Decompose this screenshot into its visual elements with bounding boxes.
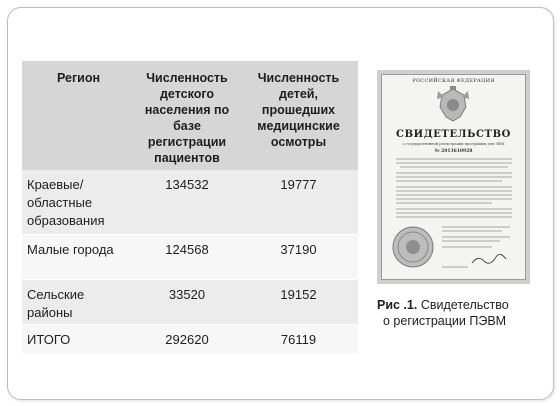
cell-region: Малые города — [22, 234, 135, 279]
official-seal-icon — [391, 225, 435, 269]
table-header-row — [22, 61, 358, 170]
cell-region: Краевые/ областные образования — [22, 170, 135, 234]
table-total-row — [22, 324, 358, 354]
cell-region: ИТОГО — [22, 324, 135, 354]
caption-text-1: Свидетельство — [420, 298, 509, 312]
header-region: Регион — [22, 61, 135, 170]
certificate-document — [381, 74, 526, 280]
cell-total: 124568 — [135, 234, 239, 279]
header-total-children: Численность детского населения по базе регистрации пациентов — [135, 61, 239, 170]
caption-line-1 — [377, 297, 547, 313]
certificate-country: РОССИЙСКАЯ ФЕДЕРАЦИЯ — [412, 78, 495, 84]
caption-label: Рис .1. — [377, 298, 418, 312]
table-row — [22, 170, 358, 234]
signature-scribble — [472, 254, 506, 263]
cell-examined: 19152 — [239, 279, 358, 324]
statistics-table — [22, 61, 358, 355]
coat-of-arms-icon — [434, 85, 472, 125]
cell-examined: 76119 — [239, 324, 358, 354]
certificate-image — [377, 70, 530, 284]
cell-examined: 37190 — [239, 234, 358, 279]
cell-examined: 19777 — [239, 170, 358, 234]
cell-total: 33520 — [135, 279, 239, 324]
header-examined-children: Численность детей, прошедших медицинские осмотры — [239, 61, 358, 170]
figure-caption — [377, 297, 547, 329]
certificate-title: СВИДЕТЕЛЬСТВО — [396, 129, 511, 140]
cell-region: Сельские районы — [22, 279, 135, 324]
certificate-subtitle: о государственной регистрации программы для ЭВМ — [402, 142, 505, 146]
table-row — [22, 234, 358, 279]
table-row — [22, 279, 358, 324]
cell-total: 134532 — [135, 170, 239, 234]
cell-total: 292620 — [135, 324, 239, 354]
certificate-number: № 2013610928 — [434, 149, 473, 154]
caption-text-2: о регистрации ПЭВМ — [383, 314, 507, 328]
